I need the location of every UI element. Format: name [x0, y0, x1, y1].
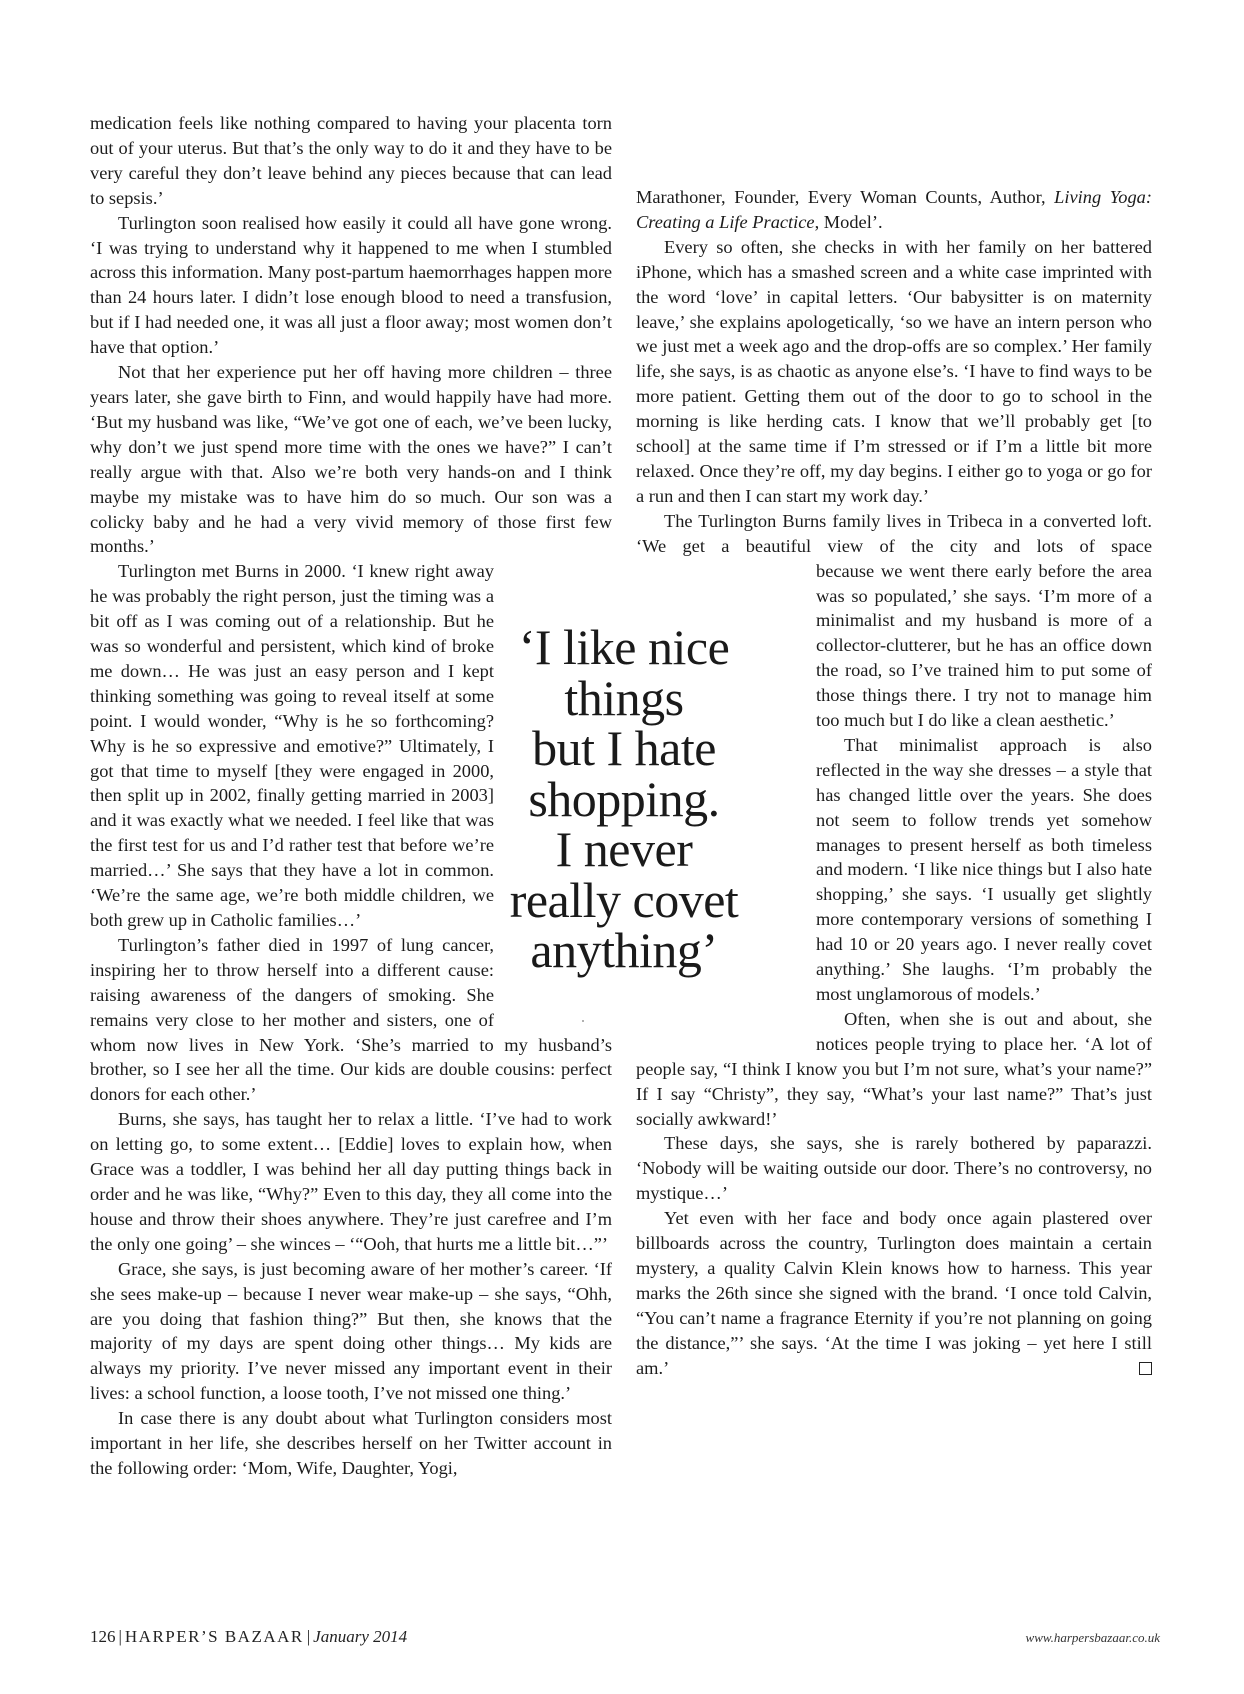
paragraph: Burns, she says, has taught her to relax a little. ‘I’ve had to work on letting go, to some extent… [Eddie] loves to explain how, when Grace was a toddler, I was behind her all day putting things back in order and he was like, “Why?” Even to this day, they all come into the house and throw their shoes anywhere. They’re just carefree and I’m the only one going’ – she winces – ‘“Ooh, that hurts me a little bit…”’ — [90, 1109, 612, 1254]
paragraph: because we went there early before the area was so populated,’ she says. ‘I’m more of a minimalist and my husband is more of a collector-clutterer, but he has an office down the road, so I’ve trained him to put some of those things there. I try not to manage him too much but I do like a clean aesthetic.’ — [816, 560, 1152, 731]
website-url: www.harpersbazaar.co.uk — [1025, 1630, 1160, 1645]
paragraph: That minimalist approach is also reflected in the way she dresses – a style that has changed little over the years. She does not seem to follow trends yet somehow manages to present herself as both timeless and modern. ‘I like nice things but I also hate shopping,’ she says. ‘I usually get slightly more contemporary versions of something I had 10 or 20 years ago. I never really covet anything.’ She laughs. ‘I’m probably the most unglamorous of models.’ — [816, 734, 1152, 1004]
print-speck — [582, 1020, 584, 1022]
folio: 126 | HARPER’S BAZAAR | January 2014 — [90, 1627, 408, 1646]
page-number: 126 — [90, 1627, 116, 1646]
paragraph: Turlington’s father died in 1997 of lung cancer, inspiring her to throw herself into a different cause: raising awareness of the dangers of smoking. She remains very close to her mother and sisters, one of whom now lives in New York. ‘She’s married to my husband’s brother, so I see her all the time. Our kids are double cousins: perfect donors for each other.’ — [90, 934, 612, 1105]
paragraph: Marathoner, Founder, Every Woman Counts, Author, Living Yoga: Creating a Life Practice, Model’. — [636, 187, 1152, 232]
magazine-name: HARPER’S BAZAAR — [124, 1627, 304, 1646]
paragraph: Yet even with her face and body once again plastered over billboards across the country, Turlington does maintain a certain mystery, a quality Calvin Klein knows how to harness. This year marks the 26th since she signed with the brand. ‘I once told Calvin, “You can’t name a fragrance Eternity if you’re not planning on going the distance,”’ she says. ‘At the time I was joking – yet here I still am.’ — [636, 1208, 1152, 1378]
book-title: Living Yoga: Creating a Life Practice — [636, 187, 1152, 232]
paragraph: These days, she says, she is rarely bothered by paparazzi. ‘Nobody will be waiting outside our door. There’s no controversy, no mystique…’ — [636, 1133, 1152, 1204]
pull-quote: ‘I like nice things but I hate shopping. I never really covet anything’ — [509, 619, 739, 978]
paragraph: Turlington soon realised how easily it could all have gone wrong. ‘I was trying to understand why it happened to me when I stumbled across this information. Many post-partum haemorrhages happen more than 24 hours later. I didn’t lose enough blood to need a transfusion, but if I had needed one, it was all just a floor away; most women don’t have that option.’ — [90, 212, 612, 358]
paragraph-part: The Turlington Burns family lives in Tribeca in a converted loft. ‘We get a beautiful view of the city and lots of space — [636, 510, 1152, 556]
paragraph: Often, when she is out and about, she notices people trying to place her. ‘A lot of people say, “I think I know you but I’m not sure, what’s your name?” If I say “Christy”, they say, “What’s your last name?” That’s just socially awkward!’ — [636, 1008, 1152, 1129]
paragraph: Grace, she says, is just becoming aware of her mother’s career. ‘If she sees make-up – because I never wear make-up – she says, “Ohh, are you doing that fashion thing?” But then, she knows that the majority of my days are spent doing other things… My kids are always my priority. I’ve never missed any important event in their lives: a school function, a loose tooth, I’ve not missed one thing.’ — [90, 1258, 612, 1404]
paragraph: Turlington met Burns in 2000. ‘I knew right away he was probably the right person, just the timing was a bit off as I was coming out of a relationship. But he was so wonderful and persistent, which kind of broke me down… He was just an easy person and I kept thinking something was going to reveal itself at some point. I would wonder, “Why is he so forthcoming? Why is he so expressive and emotive?” Ultimately, I got that time to myself [they were engaged in 2000, then split up in 2002, finally getting married in 2003] and it was exactly what we needed. I feel like that was the first test for us and I’d rather test that before we’re married…’ She says that they have a lot in common. ‘We’re the same age, we’re both middle children, we both grew up in Catholic families…’ — [90, 561, 494, 930]
end-of-article-icon — [1139, 1362, 1152, 1375]
paragraph: In case there is any doubt about what Turlington considers most important in her life, she describes herself on her Twitter account in the following order: ‘Mom, Wife, Daughter, Yogi, — [90, 1408, 612, 1478]
paragraph: medication feels like nothing compared to having your placenta torn out of your uterus. But that’s the only way to do it and they have to be very careful they don’t leave behind any pieces because that can lead to sepsis.’ — [90, 113, 612, 208]
issue-date: January 2014 — [313, 1627, 408, 1646]
paragraph: Every so often, she checks in with her family on her battered iPhone, which has a smashed screen and a white case imprinted with the word ‘love’ in capital letters. ‘Our babysitter is on maternity leave,’ she explains apologetically, ‘so we have an intern person who we just met a week ago and the drop-offs are so complex.’ Her family life, she says, is as chaotic as anyone else’s. ‘I have to find ways to be more patient. Getting them out of the door to go to school in the morning is like herding cats. I know that we’ll probably get [to school] at the same time if I’m stressed or if I’m a little bit more relaxed. Once they’re off, my day begins. I either go to yoga or go for a run and then I can start my work day.’ — [636, 236, 1152, 506]
paragraph: Not that her experience put her off having more children – three years later, she gave birth to Finn, and would happily have had more. ‘But my husband was like, “We’ve got one of each, we’ve been lucky, why don’t we just spend more time with the ones we have?” I can’t really argue with that. Also we’re both very hands-on and I think maybe my mistake was to have him do so much. Our son was a colicky baby and he had a very vivid memory of those first few months.’ — [90, 362, 612, 557]
